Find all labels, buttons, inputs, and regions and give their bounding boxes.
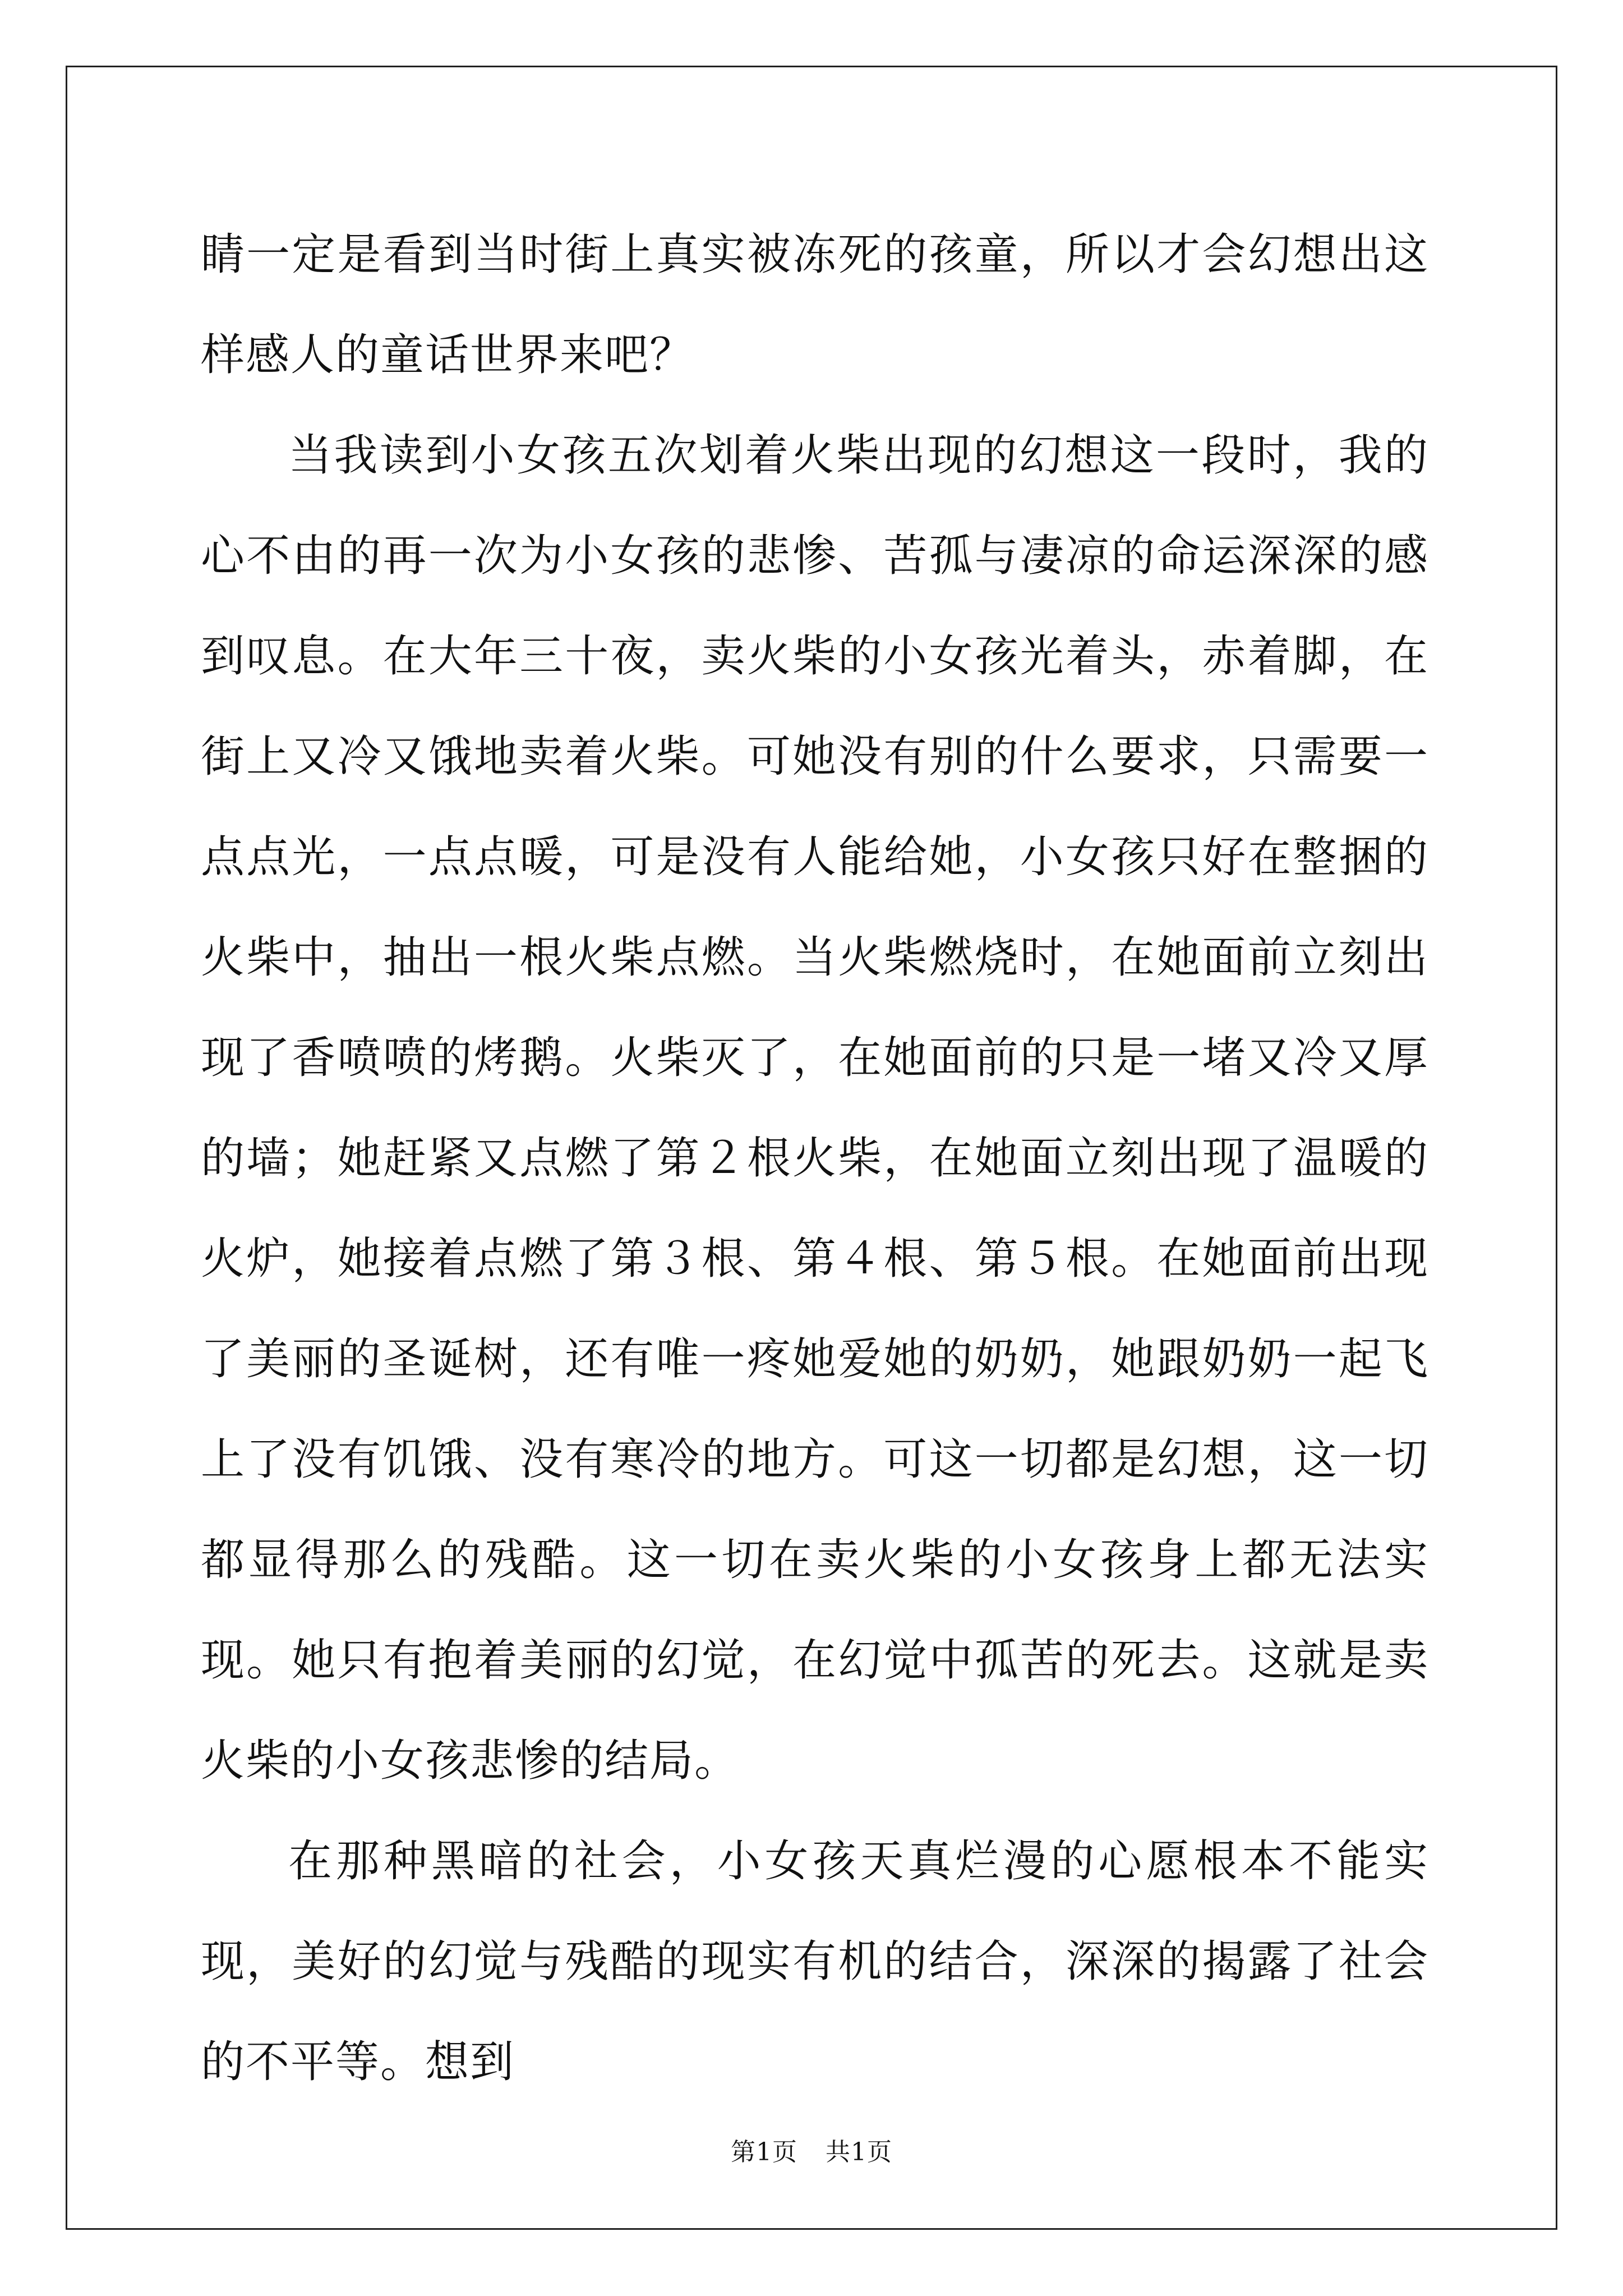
paragraph-2: 当我读到小女孩五次划着火柴出现的幻想这一段时，我的心不由的再一次为小女孩的悲惨、苦孤与凄凉的命运深深的感到叹息。在大年三十夜，卖火柴的小女孩光着头，赤着脚，在街上又冷又饿地卖着火柴。可她没有别的什么要求，只需要一点点光，一点点暖，可是没有人能给她，小女孩只好在整捆的火柴中，抽出一根火柴点燃。当火柴燃烧时，在她面前立刻出现了香喷喷的烤鹅。火柴灭了，在她面前的只是一堵又冷又厚的墙；她赶紧又点燃了第２根火柴，在她面立刻出现了温暖的火炉，她接着点燃了第３根、第４根、第５根。在她面前出现了美丽的圣诞树，还有唯一疼她爱她的奶奶，她跟奶奶一起飞上了没有饥饿、没有寒冷的地方。可这一切都是幻想，这一切都显得那么的残酷。这一切在卖火柴的小女孩身上都无法实现。她只有抱着美丽的幻觉，在幻觉中孤苦的死去。这就是卖火柴的小女孩悲惨的结局。 <box>201 430 1429 1786</box>
page-total: 共1页 <box>826 2138 892 2166</box>
paragraph-3: 在那种黑暗的社会，小女孩天真烂漫的心愿根本不能实现，美好的幻觉与残酷的现实有机的结合，深深的揭露了社会的不平等。想到 <box>201 1836 1429 2087</box>
page-number: 第1页 <box>731 2138 797 2166</box>
document-body <box>201 205 1429 2113</box>
paragraph-1: 睛一定是看到当时街上真实被冻死的孩童，所以才会幻想出这样感人的童话世界来吧？ <box>201 229 1429 380</box>
page-footer <box>0 2132 1623 2168</box>
